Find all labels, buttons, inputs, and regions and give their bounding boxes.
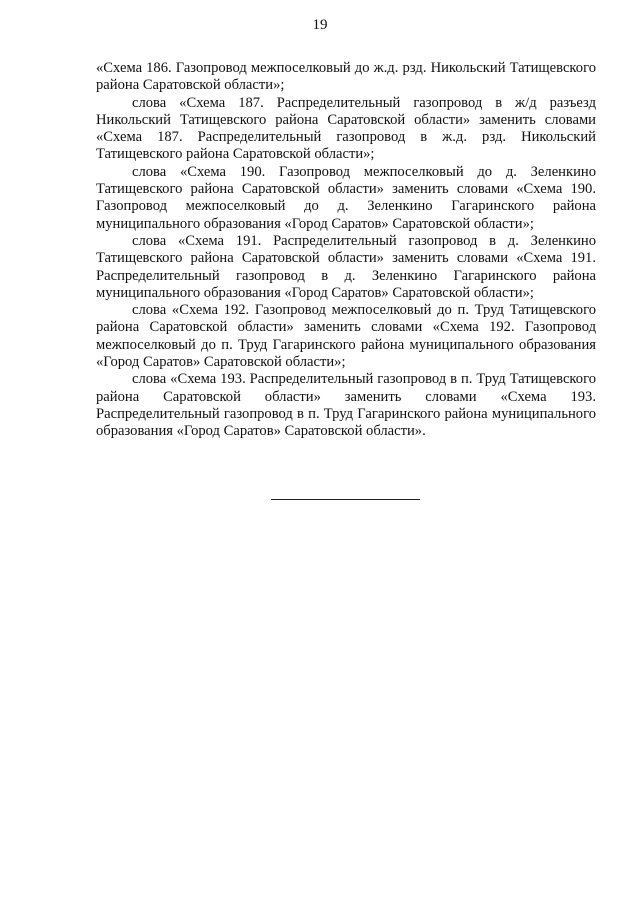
paragraph-schema-187: слова «Схема 187. Распределительный газопровод в ж/д разъезд Никольский Татищевского района Саратовской области» заменить словами «Схема 187. Распределительный газопровод в ж.д. рзд. Никольский Татищевского района Саратовской области»; xyxy=(96,94,596,163)
document-body xyxy=(96,60,596,441)
paragraph-schema-193: слова «Схема 193. Распределительный газопровод в п. Труд Татищевского района Саратовской области» заменить словами «Схема 193. Распределительный газопровод в п. Труд Гагаринского района муниципального образования «Город Саратов» Саратовской области». xyxy=(96,371,596,440)
paragraph-schema-191: слова «Схема 191. Распределительный газопровод в д. Зеленкино Татищевского района Саратовской области» заменить словами «Схема 191. Распределительный газопровод в д. Зеленкино Гагаринского района муниципального образования «Город Саратов» Саратовской области»; xyxy=(96,232,596,301)
end-of-text-divider xyxy=(271,499,420,500)
paragraph-schema-186: «Схема 186. Газопровод межпоселковый до ж.д. рзд. Никольский Татищевского района Саратовской области»; xyxy=(96,60,596,94)
page-number: 19 xyxy=(312,17,328,33)
paragraph-schema-192: слова «Схема 192. Газопровод межпоселковый до п. Труд Татищевского района Саратовской области» заменить словами «Схема 192. Газопровод межпоселковый до п. Труд Гагаринского района муниципального образования «Город Саратов» Саратовской области»; xyxy=(96,302,596,371)
paragraph-schema-190: слова «Схема 190. Газопровод межпоселковый до д. Зеленкино Татищевского района Саратовской области» заменить словами «Схема 190. Газопровод межпоселковый до д. Зеленкино Гагаринского района муниципального образования «Город Саратов» Саратовской области»; xyxy=(96,163,596,232)
